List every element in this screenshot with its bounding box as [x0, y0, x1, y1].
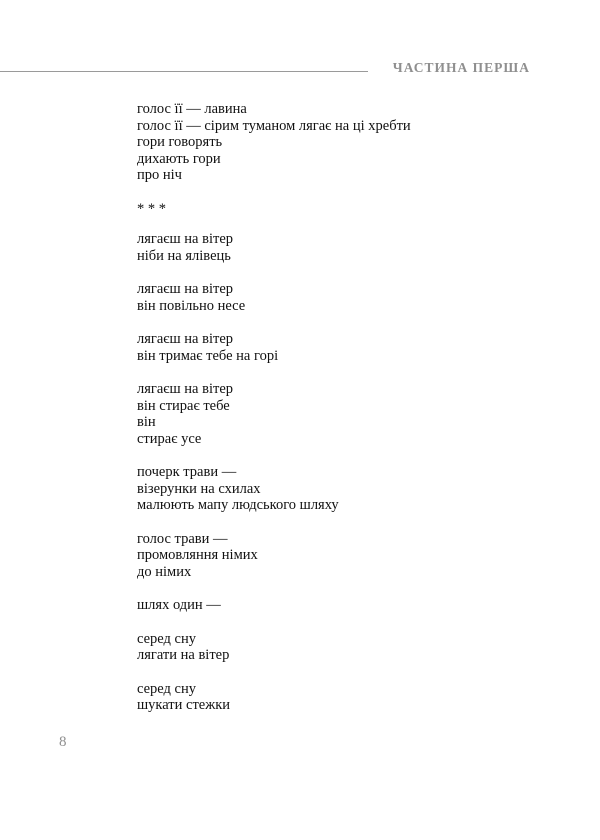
header-rule	[0, 71, 368, 72]
poem-line: промовляння німих	[137, 547, 258, 563]
stanza	[137, 381, 557, 447]
poem-line: голос трави —	[137, 530, 228, 547]
poem-body	[137, 101, 557, 731]
poem-line: гори говорять	[137, 134, 223, 150]
poem-line: серед сну	[137, 630, 196, 647]
poem-line: голос її — лавина	[137, 101, 247, 117]
stanza	[137, 281, 557, 314]
poem-line: він повільно несе	[137, 297, 246, 314]
stanza	[137, 464, 557, 514]
stanza	[137, 331, 557, 364]
poem-line: стирає усе	[137, 430, 202, 447]
poem-line: серед сну	[137, 680, 196, 697]
poem-line: малюють мапу людського шляху	[137, 497, 339, 513]
poem-line: лягаєш на вітер	[137, 281, 234, 297]
poem-line: лягати на вітер	[137, 647, 230, 663]
stanza	[137, 101, 557, 184]
poem-line: візерунки на схилах	[137, 480, 261, 497]
poem-line: голос її — сірим туманом лягає на ці хребти	[137, 117, 411, 134]
poem-line: лягаєш на вітер	[137, 231, 234, 247]
section-title: ЧАСТИНА ПЕРША	[392, 60, 530, 75]
poem-line: шукати стежки	[137, 697, 231, 713]
poem-line: шлях один —	[137, 597, 221, 613]
stanza	[137, 531, 557, 581]
section-separator	[137, 201, 557, 218]
poem-line: він стирає тебе	[137, 397, 230, 414]
asterism: * * *	[137, 200, 166, 217]
poem-line: він	[137, 414, 156, 430]
poem-line: почерк трави —	[137, 464, 237, 480]
poem-line: до німих	[137, 563, 192, 580]
poem-line: лягаєш на вітер	[137, 331, 234, 347]
stanza	[137, 231, 557, 264]
stanza	[137, 631, 557, 664]
poem-line: лягаєш на вітер	[137, 381, 234, 397]
page-number: 8	[59, 734, 67, 750]
poem-line: ніби на ялівець	[137, 247, 231, 264]
stanza	[137, 681, 557, 714]
poem-line: дихають гори	[137, 150, 221, 167]
poem-line: він тримає тебе на горі	[137, 347, 279, 364]
stanza	[137, 597, 557, 614]
poem-line: про ніч	[137, 167, 182, 183]
